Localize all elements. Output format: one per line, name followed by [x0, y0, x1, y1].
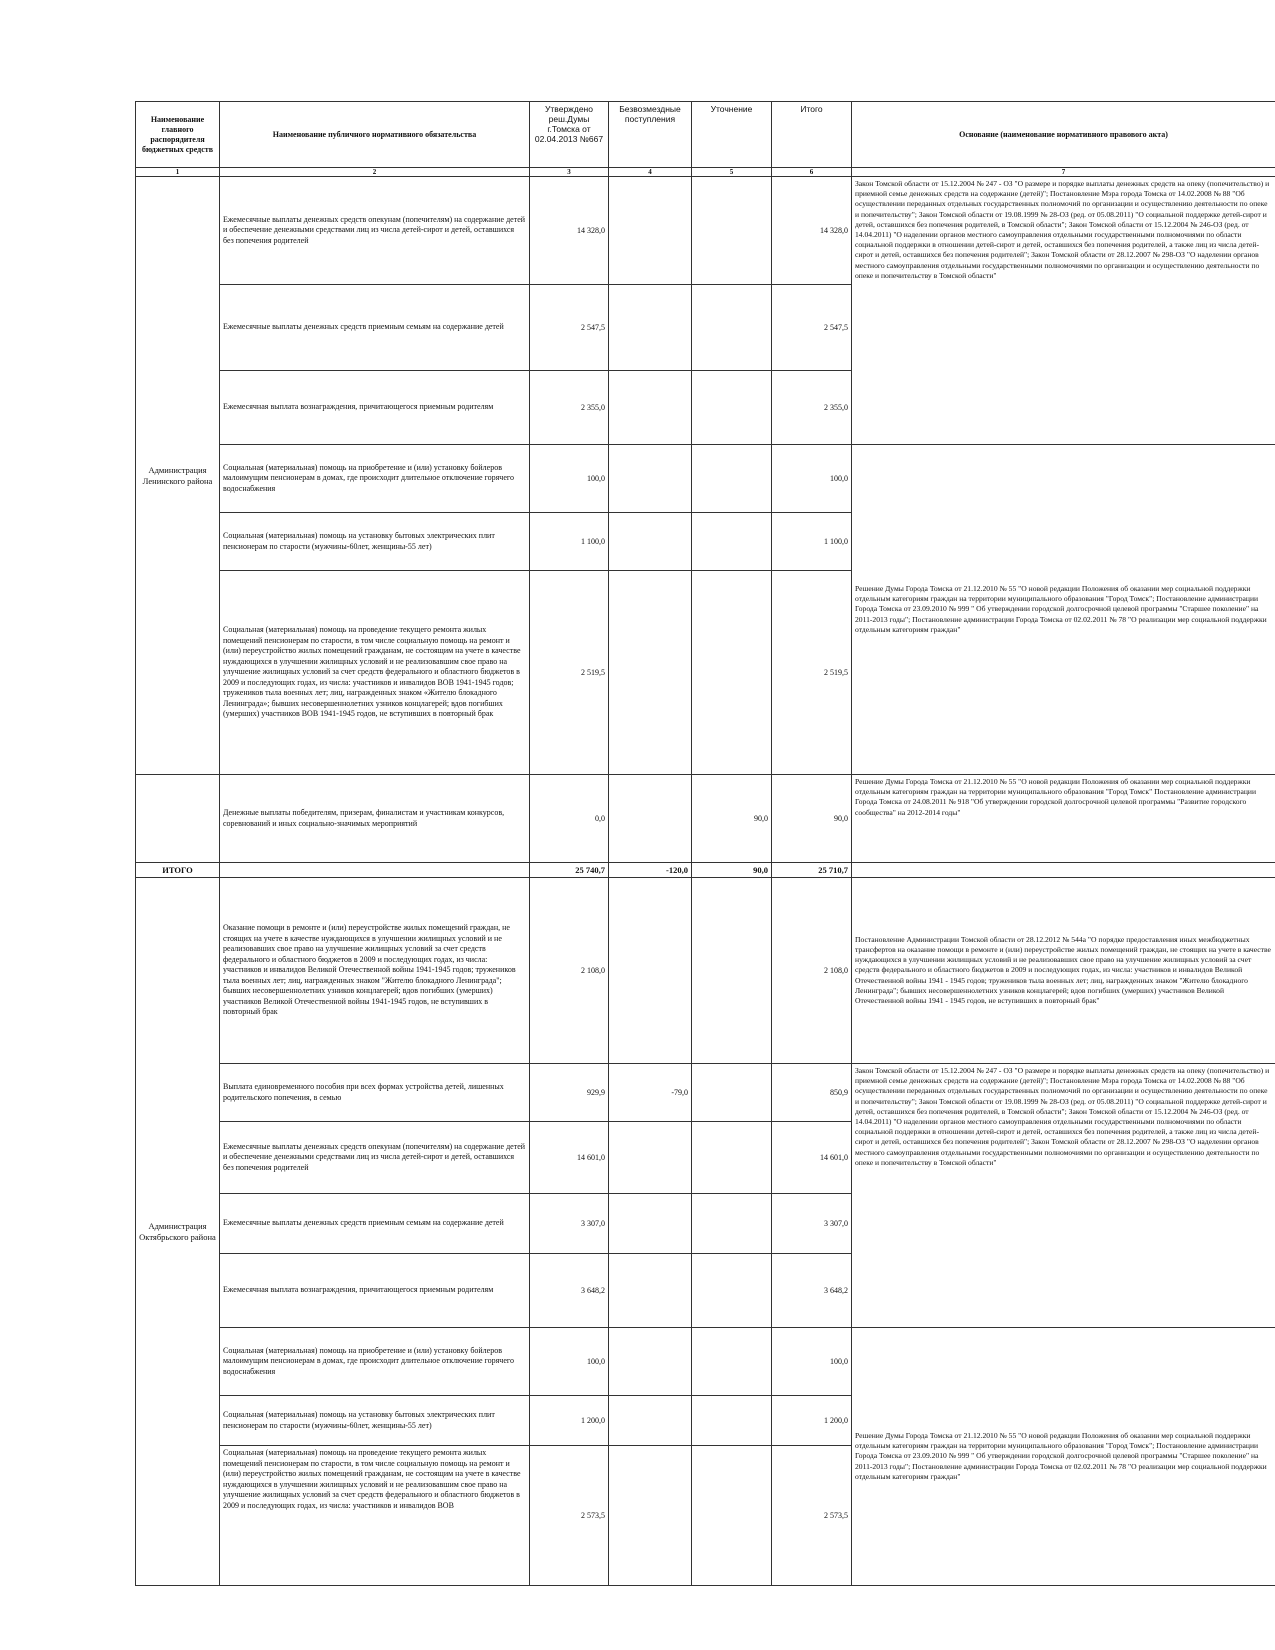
total-value: 100,0: [772, 1328, 852, 1396]
obligation-name: Оказание помощи в ремонте и (или) переустройстве жилых помещений граждан, не стоящих на учете в качестве нуждающихся в улучшении жилищных условий и не реализовавших свое право на улучшение жилищных условий за счет средств федерального и областного бюджетов в 2009 и последующих годах, из числа: участников и инвалидов Великой Отечественной войны 1941-1945 годов; тружеников тыла военных лет; лиц, награжденных знаком "Жителю блокадного Ленинграда"; бывших несовершеннолетних узников концлагерей; вдов погибших (умерших) участников Великой Отечественной войны 1941-1945 годов, не вступивших в повторный брак: [220, 878, 530, 1064]
obligation-name: Ежемесячные выплаты денежных средств приемным семьям на содержание детей: [220, 285, 530, 371]
total-value: 14 601,0: [772, 1122, 852, 1194]
approved-value: 2 547,5: [530, 285, 609, 371]
approved-value: 3 307,0: [530, 1194, 609, 1254]
total-value: 14 328,0: [772, 177, 852, 285]
total-label: ИТОГО: [136, 863, 220, 878]
approved-value: 2 355,0: [530, 371, 609, 445]
clarification-value: [692, 285, 772, 371]
col-number: 2: [220, 168, 530, 177]
total-value: 850,9: [772, 1064, 852, 1122]
obligation-name: Ежемесячные выплаты денежных средств опекунам (попечителям) на содержание детей и обеспечение денежными средствами лиц из числа детей-сирот и детей, оставшихся без попечения родителей: [220, 177, 530, 285]
clarification-value: [692, 1122, 772, 1194]
approved-value: 0,0: [530, 775, 609, 863]
approved-value: 1 100,0: [530, 513, 609, 571]
total-row: [136, 863, 1275, 878]
total-value: 3 648,2: [772, 1254, 852, 1328]
gratis-value: [609, 1446, 692, 1586]
approved-value: 14 328,0: [530, 177, 609, 285]
total-value: 90,0: [772, 775, 852, 863]
total-gratis: -120,0: [609, 863, 692, 878]
total-value: 1 100,0: [772, 513, 852, 571]
legal-basis: Решение Думы Города Томска от 21.12.2010 № 55 "О новой редакции Положения об оказании мер социальной поддержки отдельным категориям граждан на территории муниципального образования "Город Томск"; Постановление администрации Города Томска от 23.09.2010 № 999 " Об утверждении городской долгосрочной целевой программы "Старшее поколение" на 2011-2013 годы"; Постановление администрации Города Томска от 02.02.2011 № 78 "О реализации мер социальной поддержки отдельным категориям граждан": [852, 1328, 1275, 1586]
approved-value: 1 200,0: [530, 1396, 609, 1446]
total-value: 2 547,5: [772, 285, 852, 371]
total-value: 100,0: [772, 445, 852, 513]
obligation-name: Социальная (материальная) помощь на проведение текущего ремонта жилых помещений пенсионерам по старости, в том числе социальную помощь на ремонт и (или) переустройство жилых помещений гражданам, не состоящим на учете в качестве нуждающихся в улучшении жилищных условий и не реализовавшим свое право на улучшение жилищных условий за счет средств федерального и областного бюджетов в 2009 и последующих годах, из числа: участников и инвалидов ВОВ: [220, 1446, 530, 1586]
table-row: [136, 878, 1275, 1064]
obligation-name: Социальная (материальная) помощь на приобретение и (или) установку бойлеров малоимущим пенсионерам в домах, где происходит длительное отключение горячего водоснабжения: [220, 445, 530, 513]
obligation-name: Ежемесячная выплата вознаграждения, причитающегося приемным родителям: [220, 1254, 530, 1328]
gratis-value: [609, 571, 692, 775]
total-value: 2 519,5: [772, 571, 852, 775]
header-col6: Итого: [772, 102, 852, 168]
gratis-value: [609, 1328, 692, 1396]
obligation-name: Ежемесячные выплаты денежных средств опекунам (попечителям) на содержание детей и обеспечение денежными средствами лиц из числа детей-сирот и детей, оставшихся без попечения родителей: [220, 1122, 530, 1194]
obligation-name: Выплата единовременного пособия при всех формах устройства детей, лишенных родительского попечения, в семью: [220, 1064, 530, 1122]
clarification-value: [692, 878, 772, 1064]
total-clarification: 90,0: [692, 863, 772, 878]
clarification-value: 90,0: [692, 775, 772, 863]
header-row: [136, 102, 1275, 168]
gratis-value: [609, 775, 692, 863]
column-numbers-row: [136, 168, 1275, 177]
header-col1: Наименование главного распорядителя бюджетных средств: [136, 102, 220, 168]
legal-basis: Постановление Администрации Томской области от 28.12.2012 № 544а "О порядке предоставления иных межбюджетных трансфертов на оказание помощи в ремонте и (или) переустройстве жилых помещений граждан, не стоящих на учете в качестве нуждающихся в улучшении жилищных условий и не реализовавших свое право на улучшение жилищных условий за счет средств федерального и областного бюджетов в 2009 и последующих годах, из числа: участников и инвалидов Великой Отечественной войны 1941 - 1945 годов; тружеников тыла военных лет; лиц, награжденных знаком "Жителю блокадного Ленинграда"; бывших несовершеннолетних узников концлагерей; вдов погибших (умерших) участников Великой Отечественной войны 1941 - 1945 годов, не вступивших в повторный брак": [852, 878, 1275, 1064]
clarification-value: [692, 177, 772, 285]
gratis-value: [609, 371, 692, 445]
obligation-name: Денежные выплаты победителям, призерам, финалистам и участникам конкурсов, соревнований и иных социально-значимых мероприятий: [220, 775, 530, 863]
col-number: 5: [692, 168, 772, 177]
clarification-value: [692, 371, 772, 445]
clarification-value: [692, 571, 772, 775]
obligation-name: Социальная (материальная) помощь на приобретение и (или) установку бойлеров малоимущим пенсионерам в домах, где происходит длительное отключение горячего водоснабжения: [220, 1328, 530, 1396]
col-number: 3: [530, 168, 609, 177]
total-value: 2 355,0: [772, 371, 852, 445]
table-row: [136, 775, 1275, 863]
clarification-value: [692, 513, 772, 571]
header-col5: Уточнение: [692, 102, 772, 168]
total-value: 1 200,0: [772, 1396, 852, 1446]
header-col2: Наименование публичного нормативного обязательства: [220, 102, 530, 168]
approved-value: 3 648,2: [530, 1254, 609, 1328]
legal-basis: Решение Думы Города Томска от 21.12.2010 № 55 "О новой редакции Положения об оказании мер социальной поддержки отдельным категориям граждан на территории муниципального образования "Город Томск" Постановление администрации Города Томска от 24.08.2011 № 918 "Об утверждении городской долгосрочной целевой программы "Развитие городского сообщества" на 2012-2014 годы": [852, 775, 1275, 863]
gratis-value: [609, 1122, 692, 1194]
total-basis-empty: [852, 863, 1275, 878]
obligation-name: Социальная (материальная) помощь на установку бытовых электрических плит пенсионерам по старости (мужчины-60лет, женщины-55 лет): [220, 1396, 530, 1446]
gratis-value: [609, 878, 692, 1064]
header-col3: Утверждено реш.Думы г.Томска от 02.04.2013 №667: [530, 102, 609, 168]
header-col7: Основание (наименование нормативного правового акта): [852, 102, 1275, 168]
table-row: [136, 1064, 1275, 1122]
legal-basis: Закон Томской области от 15.12.2004 № 247 - ОЗ "О размере и порядке выплаты денежных средств на опеку (попечительство) и приемной семье денежных средств на содержание (детей)"; Постановление Мэра города Томска от 14.02.2008 № 88 "Об осуществлении переданных отдельных государственных полномочий по организации и осуществлению деятельности по опеке и попечительству"; Закон Томской области от 19.08.1999 № 28-ОЗ (ред. от 05.08.2011) "О социальной поддержке детей-сирот и детей, оставшихся без попечения родителей, в Томской области"; Закон Томской области от 15.12.2004 № 246-ОЗ (ред. от 14.04.2011) "О наделении органов местного самоуправления отдельными государственными полномочиями по области социальной поддержки в отношении детей-сирот и детей, оставшихся без попечения родителей, а также лиц из числа детей-сирот и детей, оставшихся без попечения родителей"; Закон Томской области от 28.12.2007 № 298-ОЗ "О наделении органов местного самоуправления отдельными государственными полномочиями по организации и осуществлению деятельности по опеке и попечительству в Томской области": [852, 1064, 1275, 1328]
col-number: 1: [136, 168, 220, 177]
budget-table: [135, 101, 1275, 1586]
gratis-value: [609, 1194, 692, 1254]
col-number: 4: [609, 168, 692, 177]
gratis-value: [609, 1254, 692, 1328]
clarification-value: [692, 1194, 772, 1254]
approved-value: 929,9: [530, 1064, 609, 1122]
obligation-name: Социальная (материальная) помощь на проведение текущего ремонта жилых помещений пенсионерам по старости, в том числе социальную помощь на ремонт и (или) переустройство жилых помещений гражданам, не состоящим на учете в качестве нуждающихся в улучшении жилищных условий и не реализовавшим свое право на улучшение жилищных условий за счет средств федерального и областного бюджетов в 2009 и последующих годах, из числа: участников и инвалидов ВОВ 1941-1945 годов; тружеников тыла военных лет; лиц, награжденных знаком «Жителю блокадного Ленинграда»; бывших несовершеннолетних узников концлагерей; вдов погибших (умерших) участников ВОВ 1941-1945 годов, не вступивших в повторный брак: [220, 571, 530, 775]
approved-value: 2 519,5: [530, 571, 609, 775]
clarification-value: [692, 1064, 772, 1122]
total-empty: [220, 863, 530, 878]
org-empty: [136, 775, 220, 863]
approved-value: 100,0: [530, 1328, 609, 1396]
org-oktyabrsky: Администрация Октябрьского района: [136, 878, 220, 1586]
approved-value: 2 573,5: [530, 1446, 609, 1586]
gratis-value: [609, 177, 692, 285]
total-approved: 25 740,7: [530, 863, 609, 878]
gratis-value: [609, 1396, 692, 1446]
legal-basis: Закон Томской области от 15.12.2004 № 247 - ОЗ "О размере и порядке выплаты денежных средств на опеку (попечительство) и приемной семье денежных средств на содержание (детей)"; Постановление Мэра города Томска от 14.02.2008 № 88 "Об осуществлении переданных отдельных государственных полномочий по организации и осуществлению деятельности по опеке и попечительству"; Закон Томской области от 19.08.1999 № 28-ОЗ (ред. от 05.08.2011) "О социальной поддержке детей-сирот и детей, оставшихся без попечения родителей, в Томской области"; Закон Томской области от 15.12.2004 № 246-ОЗ (ред. от 14.04.2011) "О наделении органов местного самоуправления отдельными государственными полномочиями по области социальной поддержки в отношении детей-сирот и детей, оставшихся без попечения родителей, а также лиц из числа детей-сирот и детей, оставшихся без попечения родителей"; Закон Томской области от 28.12.2007 № 298-ОЗ "О наделении органов местного самоуправления отдельными государственными полномочиями по организации и осуществлению деятельности по опеке и попечительству в Томской области": [852, 177, 1275, 445]
obligation-name: Ежемесячная выплата вознаграждения, причитающегося приемным родителям: [220, 371, 530, 445]
approved-value: 100,0: [530, 445, 609, 513]
total-value: 2 108,0: [772, 878, 852, 1064]
approved-value: 2 108,0: [530, 878, 609, 1064]
clarification-value: [692, 1446, 772, 1586]
legal-basis: Решение Думы Города Томска от 21.12.2010 № 55 "О новой редакции Положения об оказании мер социальной поддержки отдельным категориям граждан на территории муниципального образования "Город Томск"; Постановление администрации Города Томска от 23.09.2010 № 999 " Об утверждении городской долгосрочной целевой программы "Старшее поколение" на 2011-2013 годы"; Постановление администрации Города Томска от 02.02.2011 № 78 "О реализации мер социальной поддержки отдельным категориям граждан": [852, 445, 1275, 775]
total-sum: 25 710,7: [772, 863, 852, 878]
clarification-value: [692, 1328, 772, 1396]
header-col4: Безвозмездные поступления: [609, 102, 692, 168]
gratis-value: [609, 513, 692, 571]
gratis-value: [609, 285, 692, 371]
table-row: [136, 445, 1275, 513]
total-value: 2 573,5: [772, 1446, 852, 1586]
col-number: 6: [772, 168, 852, 177]
approved-value: 14 601,0: [530, 1122, 609, 1194]
obligation-name: Социальная (материальная) помощь на установку бытовых электрических плит пенсионерам по старости (мужчины-60лет, женщины-55 лет): [220, 513, 530, 571]
clarification-value: [692, 1396, 772, 1446]
org-leninsky: Администрация Ленинского района: [136, 177, 220, 775]
table-row: [136, 1328, 1275, 1396]
table-row: [136, 177, 1275, 285]
gratis-value: [609, 445, 692, 513]
col-number: 7: [852, 168, 1275, 177]
gratis-value: -79,0: [609, 1064, 692, 1122]
clarification-value: [692, 445, 772, 513]
total-value: 3 307,0: [772, 1194, 852, 1254]
obligation-name: Ежемесячные выплаты денежных средств приемным семьям на содержание детей: [220, 1194, 530, 1254]
clarification-value: [692, 1254, 772, 1328]
